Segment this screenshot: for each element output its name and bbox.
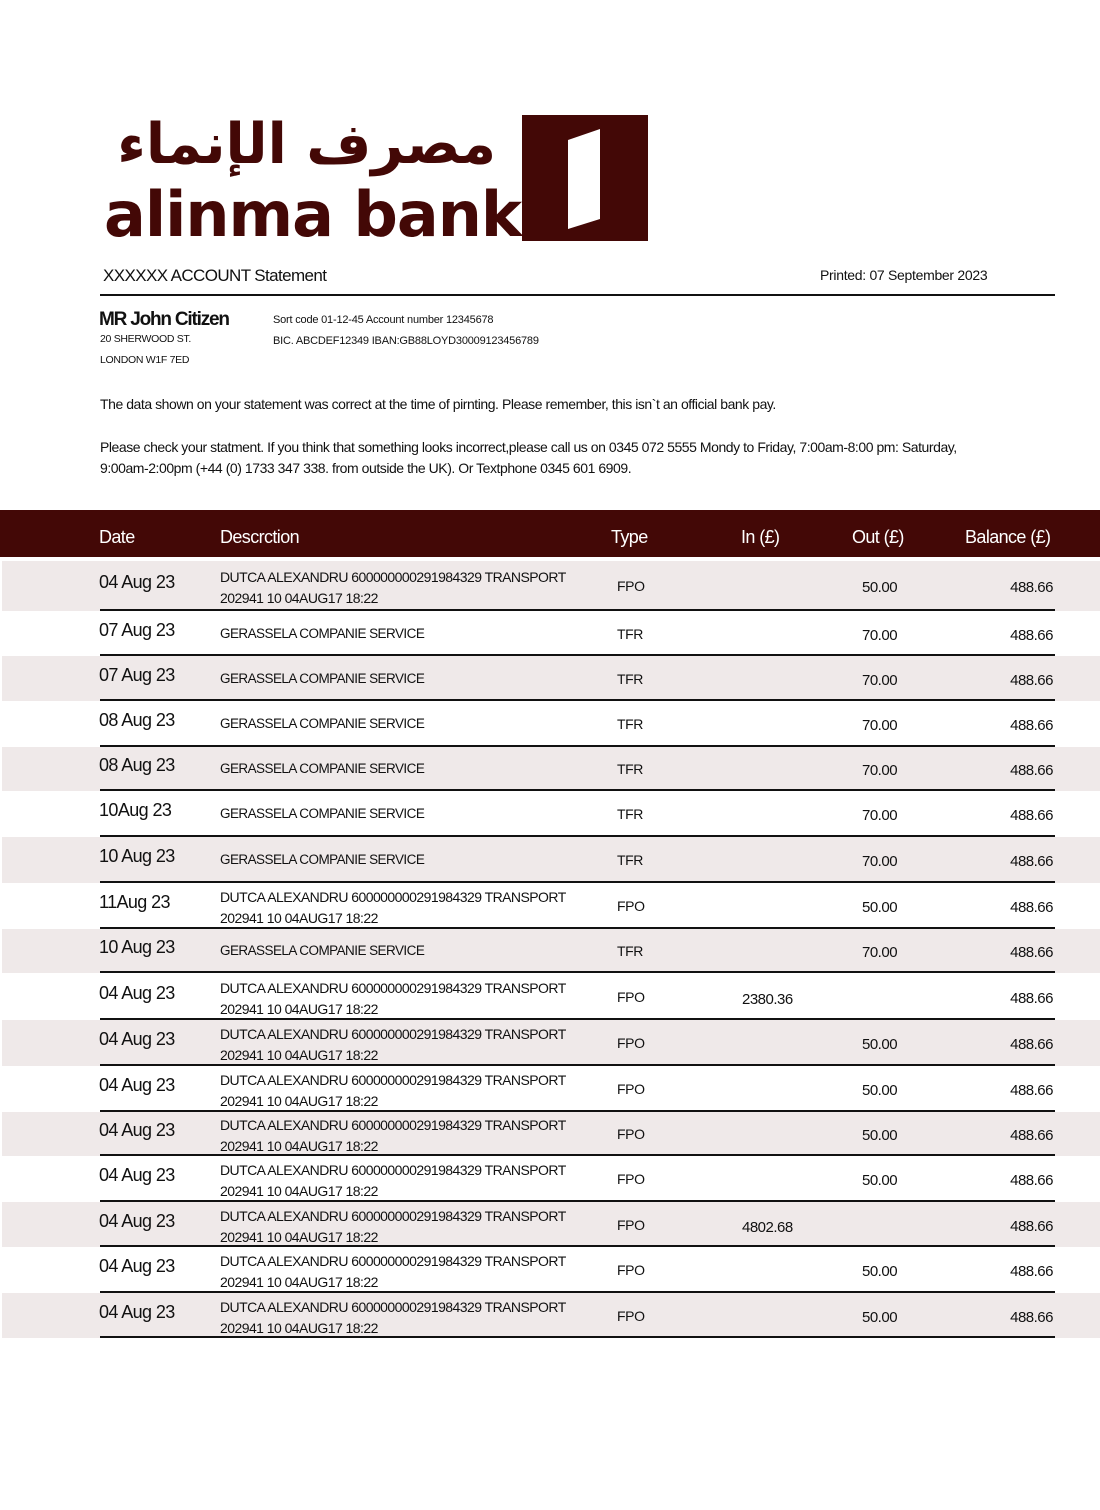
table-row <box>0 1112 1100 1156</box>
account-details-line1: Sort code 01-12-45 Account number 12345678 <box>273 314 494 326</box>
cell-date: 07 Aug 23 <box>99 664 175 685</box>
customer-address-line2: LONDON W1F 7ED <box>100 354 190 366</box>
description-line1: DUTCA ALEXANDRU 600000000291984329 TRANSPORT <box>220 979 566 996</box>
table-row <box>0 1066 1100 1112</box>
cell-description <box>220 1024 600 1066</box>
column-header-in: In (£) <box>741 527 780 547</box>
description-line1: DUTCA ALEXANDRU 600000000291984329 TRANSPORT <box>220 1207 566 1224</box>
description-line2: 202941 10 04AUG17 18:22 <box>220 1319 378 1336</box>
description-line1: DUTCA ALEXANDRU 600000000291984329 TRANSPORT <box>220 1072 566 1088</box>
cell-out: 50.00 <box>862 1036 898 1053</box>
cell-description <box>220 887 600 929</box>
cell-type: TFR <box>617 625 644 642</box>
cell-date: 10 Aug 23 <box>99 846 175 866</box>
table-row <box>0 701 1100 747</box>
cell-balance: 488.66 <box>1010 1036 1053 1053</box>
description-line1: DUTCA ALEXANDRU 600000000291984329 TRANSPORT <box>220 889 566 905</box>
column-header-date: Date <box>99 527 135 547</box>
description-line1: DUTCA ALEXANDRU 600000000291984329 TRANSPORT <box>220 1162 566 1178</box>
cell-date: 04 Aug 23 <box>99 1120 175 1140</box>
cell-balance: 488.66 <box>1010 899 1053 916</box>
cell-out: 70.00 <box>862 717 898 734</box>
description-line2: 202941 10 04AUG17 18:22 <box>220 1093 378 1109</box>
cell-type: FPO <box>617 1081 645 1097</box>
description-line1: DUTCA ALEXANDRU 600000000291984329 TRANSPORT <box>220 1026 566 1042</box>
cell-description <box>220 1160 600 1202</box>
statement-notice: The data shown on your statement was correct at the time of pirnting. Please remember, this isn`t an official bank pay. <box>100 396 776 412</box>
table-row <box>0 656 1100 701</box>
cell-in: 2380.36 <box>742 990 793 1008</box>
cell-description <box>220 567 600 609</box>
description-line2: 202941 10 04AUG17 18:22 <box>220 1000 378 1017</box>
cell-date: 04 Aug 23 <box>99 1029 175 1049</box>
cell-date: 04 Aug 23 <box>99 572 175 592</box>
cell-type: FPO <box>617 988 645 1005</box>
cell-description <box>220 978 600 1020</box>
cell-date: 04 Aug 23 <box>99 1210 175 1231</box>
cell-out: 70.00 <box>862 944 898 961</box>
header-divider <box>100 294 1055 296</box>
column-header-description: Descrction <box>220 527 300 547</box>
cell-type: TFR <box>617 852 644 868</box>
cell-date: 10Aug 23 <box>99 800 172 820</box>
cell-description <box>220 1206 600 1248</box>
cell-date: 04 Aug 23 <box>99 1075 175 1095</box>
cell-balance: 488.66 <box>1010 579 1053 596</box>
cell-balance: 488.66 <box>1010 1082 1053 1099</box>
cell-out: 50.00 <box>862 1127 898 1144</box>
cell-type: TFR <box>617 716 644 732</box>
cell-type: FPO <box>617 1307 645 1324</box>
description-line2: 202941 10 04AUG17 18:22 <box>220 590 378 606</box>
table-row <box>0 1020 1100 1066</box>
table-row <box>0 747 1100 791</box>
table-row <box>0 837 1100 883</box>
table-header <box>0 510 1100 557</box>
table-row <box>0 1247 1100 1293</box>
column-header-type: Type <box>611 527 648 547</box>
column-header-out: Out (£) <box>852 527 904 547</box>
cell-out: 70.00 <box>862 853 898 870</box>
cell-type: TFR <box>617 806 644 822</box>
logo-latin-wordmark: alinma bank <box>104 178 522 251</box>
table-row <box>0 883 1100 929</box>
description-line2: 202941 10 04AUG17 18:22 <box>220 910 378 926</box>
cell-balance: 488.66 <box>1010 1217 1053 1235</box>
cell-balance: 488.66 <box>1010 626 1053 644</box>
cell-type: TFR <box>617 670 644 687</box>
cell-out: 70.00 <box>862 807 898 824</box>
cell-type: TFR <box>617 761 644 777</box>
cell-description <box>220 1297 600 1339</box>
row-divider <box>100 1336 1055 1338</box>
cell-balance: 488.66 <box>1010 762 1053 779</box>
cell-in: 4802.68 <box>742 1218 793 1236</box>
cell-type: FPO <box>617 1035 645 1051</box>
cell-balance: 488.66 <box>1010 717 1053 734</box>
cell-out: 70.00 <box>862 671 898 689</box>
cell-date: 08 Aug 23 <box>99 755 175 775</box>
cell-balance: 488.66 <box>1010 1127 1053 1144</box>
cell-date: 04 Aug 23 <box>99 1301 175 1322</box>
table-row <box>0 1156 1100 1202</box>
description-line2: 202941 10 04AUG17 18:22 <box>220 1274 378 1290</box>
contact-notice: Please check your statment. If you think that something looks incorrect,please call us on 0345 072 5555 Mondy to Friday, 7:00am-8:00 pm: Saturday, 9:00am-2:00pm (+44 (0) 1733 347 338. from outside the UK). Or Textphone 0345 601 6909. <box>100 439 957 476</box>
table-row <box>0 973 1100 1020</box>
customer-address-line1: 20 SHERWOOD ST. <box>100 333 191 345</box>
cell-out: 50.00 <box>862 1172 898 1189</box>
cell-balance: 488.66 <box>1010 1263 1053 1280</box>
table-row <box>0 1202 1100 1247</box>
cell-description: GERASSELA COMPANIE SERVICE <box>220 716 425 731</box>
table-row <box>0 791 1100 837</box>
cell-out: 50.00 <box>862 899 898 916</box>
cell-balance: 488.66 <box>1010 853 1053 870</box>
cell-description: GERASSELA COMPANIE SERVICE <box>220 625 425 641</box>
cell-balance: 488.66 <box>1010 671 1053 689</box>
column-header-balance: Balance (£) <box>965 527 1051 547</box>
cell-type: FPO <box>617 578 645 594</box>
cell-description <box>220 1115 600 1157</box>
cell-balance: 488.66 <box>1010 989 1053 1007</box>
cell-date: 07 Aug 23 <box>99 619 175 640</box>
cell-description <box>220 1251 600 1293</box>
cell-type: FPO <box>617 1262 645 1278</box>
cell-out: 70.00 <box>862 626 898 644</box>
table-row <box>0 1293 1100 1338</box>
cell-balance: 488.66 <box>1010 1172 1053 1189</box>
cell-out: 50.00 <box>862 1263 898 1280</box>
cell-out: 50.00 <box>862 1082 898 1099</box>
cell-description: GERASSELA COMPANIE SERVICE <box>220 806 425 821</box>
cell-date: 04 Aug 23 <box>99 1165 175 1185</box>
printed-date: Printed: 07 September 2023 <box>820 267 988 283</box>
table-row <box>0 611 1100 656</box>
customer-name: MR John Citizen <box>99 309 229 330</box>
logo-arabic-wordmark: مصرف الإنماء <box>117 112 496 177</box>
description-line2: 202941 10 04AUG17 18:22 <box>220 1183 378 1199</box>
bank-logo <box>104 112 649 251</box>
cell-balance: 488.66 <box>1010 1308 1053 1326</box>
cell-balance: 488.66 <box>1010 807 1053 824</box>
cell-type: FPO <box>617 898 645 914</box>
cell-type: FPO <box>617 1171 645 1187</box>
account-details-line2: BIC. ABCDEF12349 IBAN:GB88LOYD30009123456789 <box>273 335 539 347</box>
cell-out: 50.00 <box>862 579 898 596</box>
cell-date: 04 Aug 23 <box>99 1256 175 1276</box>
statement-title: XXXXXX ACCOUNT Statement <box>103 266 327 285</box>
cell-description: GERASSELA COMPANIE SERVICE <box>220 670 425 686</box>
cell-type: TFR <box>617 943 644 959</box>
cell-description: GERASSELA COMPANIE SERVICE <box>220 761 425 776</box>
description-line1: DUTCA ALEXANDRU 600000000291984329 TRANSPORT <box>220 1117 566 1133</box>
description-line1: DUTCA ALEXANDRU 600000000291984329 TRANSPORT <box>220 1253 566 1269</box>
cell-date: 08 Aug 23 <box>99 710 175 730</box>
description-line2: 202941 10 04AUG17 18:22 <box>220 1047 378 1063</box>
cell-type: FPO <box>617 1126 645 1142</box>
cell-date: 04 Aug 23 <box>99 982 175 1003</box>
description-line1: DUTCA ALEXANDRU 600000000291984329 TRANSPORT <box>220 569 566 585</box>
cell-balance: 488.66 <box>1010 944 1053 961</box>
door-icon <box>522 115 648 241</box>
table-row <box>0 929 1100 973</box>
cell-out: 70.00 <box>862 762 898 779</box>
cell-date: 11Aug 23 <box>99 892 170 912</box>
description-line1: DUTCA ALEXANDRU 600000000291984329 TRANSPORT <box>220 1298 566 1315</box>
table-row <box>0 561 1100 611</box>
cell-type: FPO <box>617 1216 645 1233</box>
cell-description <box>220 1070 600 1112</box>
cell-description: GERASSELA COMPANIE SERVICE <box>220 943 425 958</box>
description-line2: 202941 10 04AUG17 18:22 <box>220 1228 378 1245</box>
cell-description: GERASSELA COMPANIE SERVICE <box>220 852 425 867</box>
cell-out: 50.00 <box>862 1308 898 1326</box>
description-line2: 202941 10 04AUG17 18:22 <box>220 1138 378 1154</box>
cell-date: 10 Aug 23 <box>99 937 175 957</box>
